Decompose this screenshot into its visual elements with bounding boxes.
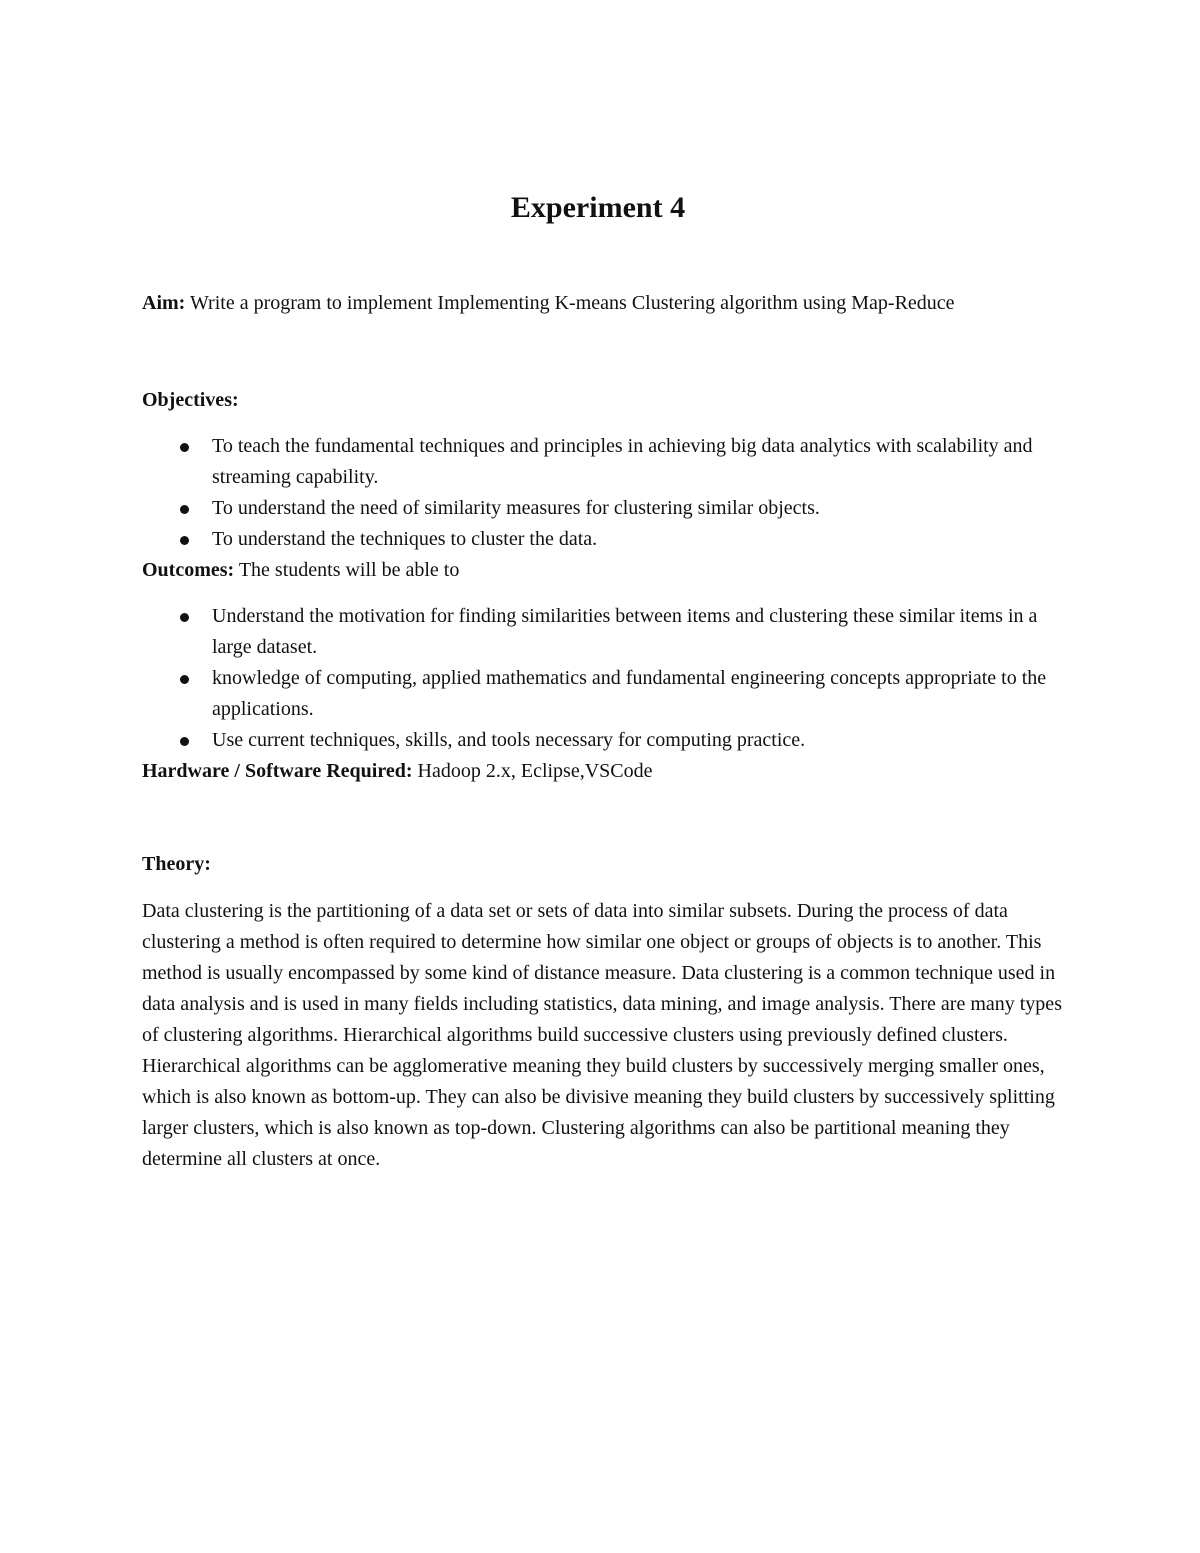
bullet-icon xyxy=(180,613,189,622)
outcome-text: knowledge of computing, applied mathematics and fundamental engineering concepts appropriate to the applications. xyxy=(212,667,1047,720)
aim-label: Aim: xyxy=(142,292,186,314)
document-content xyxy=(142,188,1062,1175)
objective-text: To teach the fundamental techniques and principles in achieving big data analytics with scalability and streaming capability. xyxy=(212,435,1033,488)
objective-text: To understand the techniques to cluster the data. xyxy=(212,528,598,550)
hardware-software-paragraph xyxy=(142,756,1062,787)
aim-paragraph xyxy=(142,288,1062,319)
list-item xyxy=(142,601,1062,663)
bullet-icon xyxy=(180,443,189,452)
list-item xyxy=(142,431,1062,493)
list-item xyxy=(142,663,1062,725)
objective-text: To understand the need of similarity measures for clustering similar objects. xyxy=(212,497,820,519)
outcomes-paragraph xyxy=(142,555,1062,586)
list-item xyxy=(142,725,1062,756)
list-item xyxy=(142,493,1062,524)
hardware-software-label: Hardware / Software Required: xyxy=(142,760,413,782)
outcome-text: Understand the motivation for finding similarities between items and clustering these similar items in a large dataset. xyxy=(212,605,1038,658)
page-title: Experiment 4 xyxy=(510,191,686,224)
outcomes-intro: The students will be able to xyxy=(234,559,460,581)
hardware-software-text: Hadoop 2.x, Eclipse,VSCode xyxy=(412,760,653,782)
theory-heading: Theory: xyxy=(142,853,211,875)
aim-text: Write a program to implement Implementing K-means Clustering algorithm using Map-Reduce xyxy=(185,292,955,314)
list-item xyxy=(142,524,1062,555)
bullet-icon xyxy=(180,505,189,514)
outcome-text: Use current techniques, skills, and tools necessary for computing practice. xyxy=(212,729,806,751)
theory-paragraph: Data clustering is the partitioning of a data set or sets of data into similar subsets. During the process of data clustering a method is often required to determine how similar one object or groups of objects is to another. This method is usually encompassed by some kind of distance measure. Data clustering is a common technique used in data analysis and is used in many fields including statistics, data mining, and image analysis. There are many types of clustering algorithms. Hierarchical algorithms build successive clusters using previously defined clusters. Hierarchical algorithms can be agglomerative meaning they build clusters by successively merging smaller ones, which is also known as bottom-up. They can also be divisive meaning they build clusters by successively splitting larger clusters, which is also known as top-down. Clustering algorithms can also be partitional meaning they determine all clusters at once. xyxy=(142,900,1062,1170)
outcomes-list xyxy=(142,601,1062,756)
bullet-icon xyxy=(180,536,189,545)
bullet-icon xyxy=(180,675,189,684)
bullet-icon xyxy=(180,737,189,746)
outcomes-label: Outcomes: xyxy=(142,559,235,581)
objectives-heading: Objectives: xyxy=(142,389,239,411)
objectives-list xyxy=(142,431,1062,555)
